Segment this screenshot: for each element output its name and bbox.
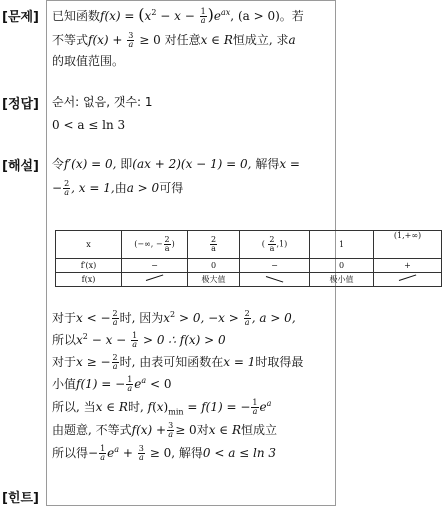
solution-line-4: 所以$x^2 - x$ − $\frac{1}{a}$ > 0 ∴ f(x) > 0 — [52, 331, 226, 349]
table-cell — [374, 273, 442, 287]
variation-table — [55, 230, 442, 287]
table-row — [56, 231, 442, 259]
answer-label: [정답] — [2, 97, 39, 112]
table-row — [56, 273, 442, 287]
table-cell: f(x) — [56, 273, 122, 287]
table-cell: − — [122, 259, 188, 273]
table-cell: (−∞, − $\frac{2}{a}$ ) — [122, 231, 188, 259]
solution-line-9: 所以得− $\frac{1}{a}$ $e^a$ + $\frac{3}{a}$ ≥ 0, 解得0 < a ≤ ln 3 — [52, 444, 277, 462]
table-cell: 0 — [310, 259, 374, 273]
table-cell — [240, 273, 310, 287]
solution-label: [해설] — [2, 159, 39, 174]
table-cell: 1 — [310, 231, 374, 259]
decreasing-arrow-icon — [264, 275, 286, 282]
solution-line-7: 所以, 当x ∈ R时, $f(x)_{min} = f(1)$ = − $\frac{1}{a}$ $e^a$ — [52, 398, 272, 417]
increasing-arrow-icon — [397, 275, 419, 282]
table-cell — [122, 273, 188, 287]
solution-line-5: 对于x ≥ − $\frac{2}{a}$ 时, 由表可知函数在x = 1时取得最 — [52, 353, 304, 371]
table-cell: (1,+∞) — [374, 231, 442, 259]
solution-line-2: − $\frac{2}{a}$ , x = 1,由a > 0可得 — [52, 179, 184, 197]
problem-line-3: 的取值范围。 — [52, 54, 125, 68]
table-cell: ( $\frac{2}{a}$ ,1) — [240, 231, 310, 259]
table-cell: x — [56, 231, 122, 259]
problem-label: [문제] — [2, 10, 39, 25]
table-cell: 极大值 — [188, 273, 240, 287]
problem-line-2: 不等式f(x) + $\frac{3}{a}$ ≥ 0 对任意x ∈ R恒成立, 求a — [52, 31, 296, 49]
table-cell: 极小值 — [310, 273, 374, 287]
solution-line-6: 小值f(1) = − $\frac{1}{a}$ $e^a < 0$ — [52, 375, 172, 393]
table-cell: $\frac{2}{a}$ — [188, 231, 240, 259]
solution-line-1: 令f′(x) = 0, 即(ax + 2)(x − 1) = 0, 解得x = — [52, 157, 300, 171]
table-cell: f′(x) — [56, 259, 122, 273]
table-cell: 0 — [188, 259, 240, 273]
answer-value: 0 < a ≤ ln 3 — [52, 118, 126, 132]
table-row — [56, 259, 442, 273]
problem-line-1: 已知函数$f(x) = (x^2 - x$ − $\frac{1}{a}$ )$e^{ax}$, (a > 0)。若 — [52, 5, 304, 25]
solution-line-8: 由题意, 不等式f(x) + $\frac{3}{a}$ ≥ 0对x ∈ R恒成立 — [52, 421, 278, 439]
table-cell: − — [240, 259, 310, 273]
solution-line-3: 对于x < − $\frac{2}{a}$ 时, 因为$x^2 > 0$, −x > $\frac{2}{a}$ , a > 0, — [52, 309, 296, 327]
answer-meta: 순서: 없음, 갯수: 1 — [52, 95, 153, 109]
increasing-arrow-icon — [144, 275, 166, 282]
table-cell: + — [374, 259, 442, 273]
hint-label: [힌트] — [2, 491, 39, 506]
